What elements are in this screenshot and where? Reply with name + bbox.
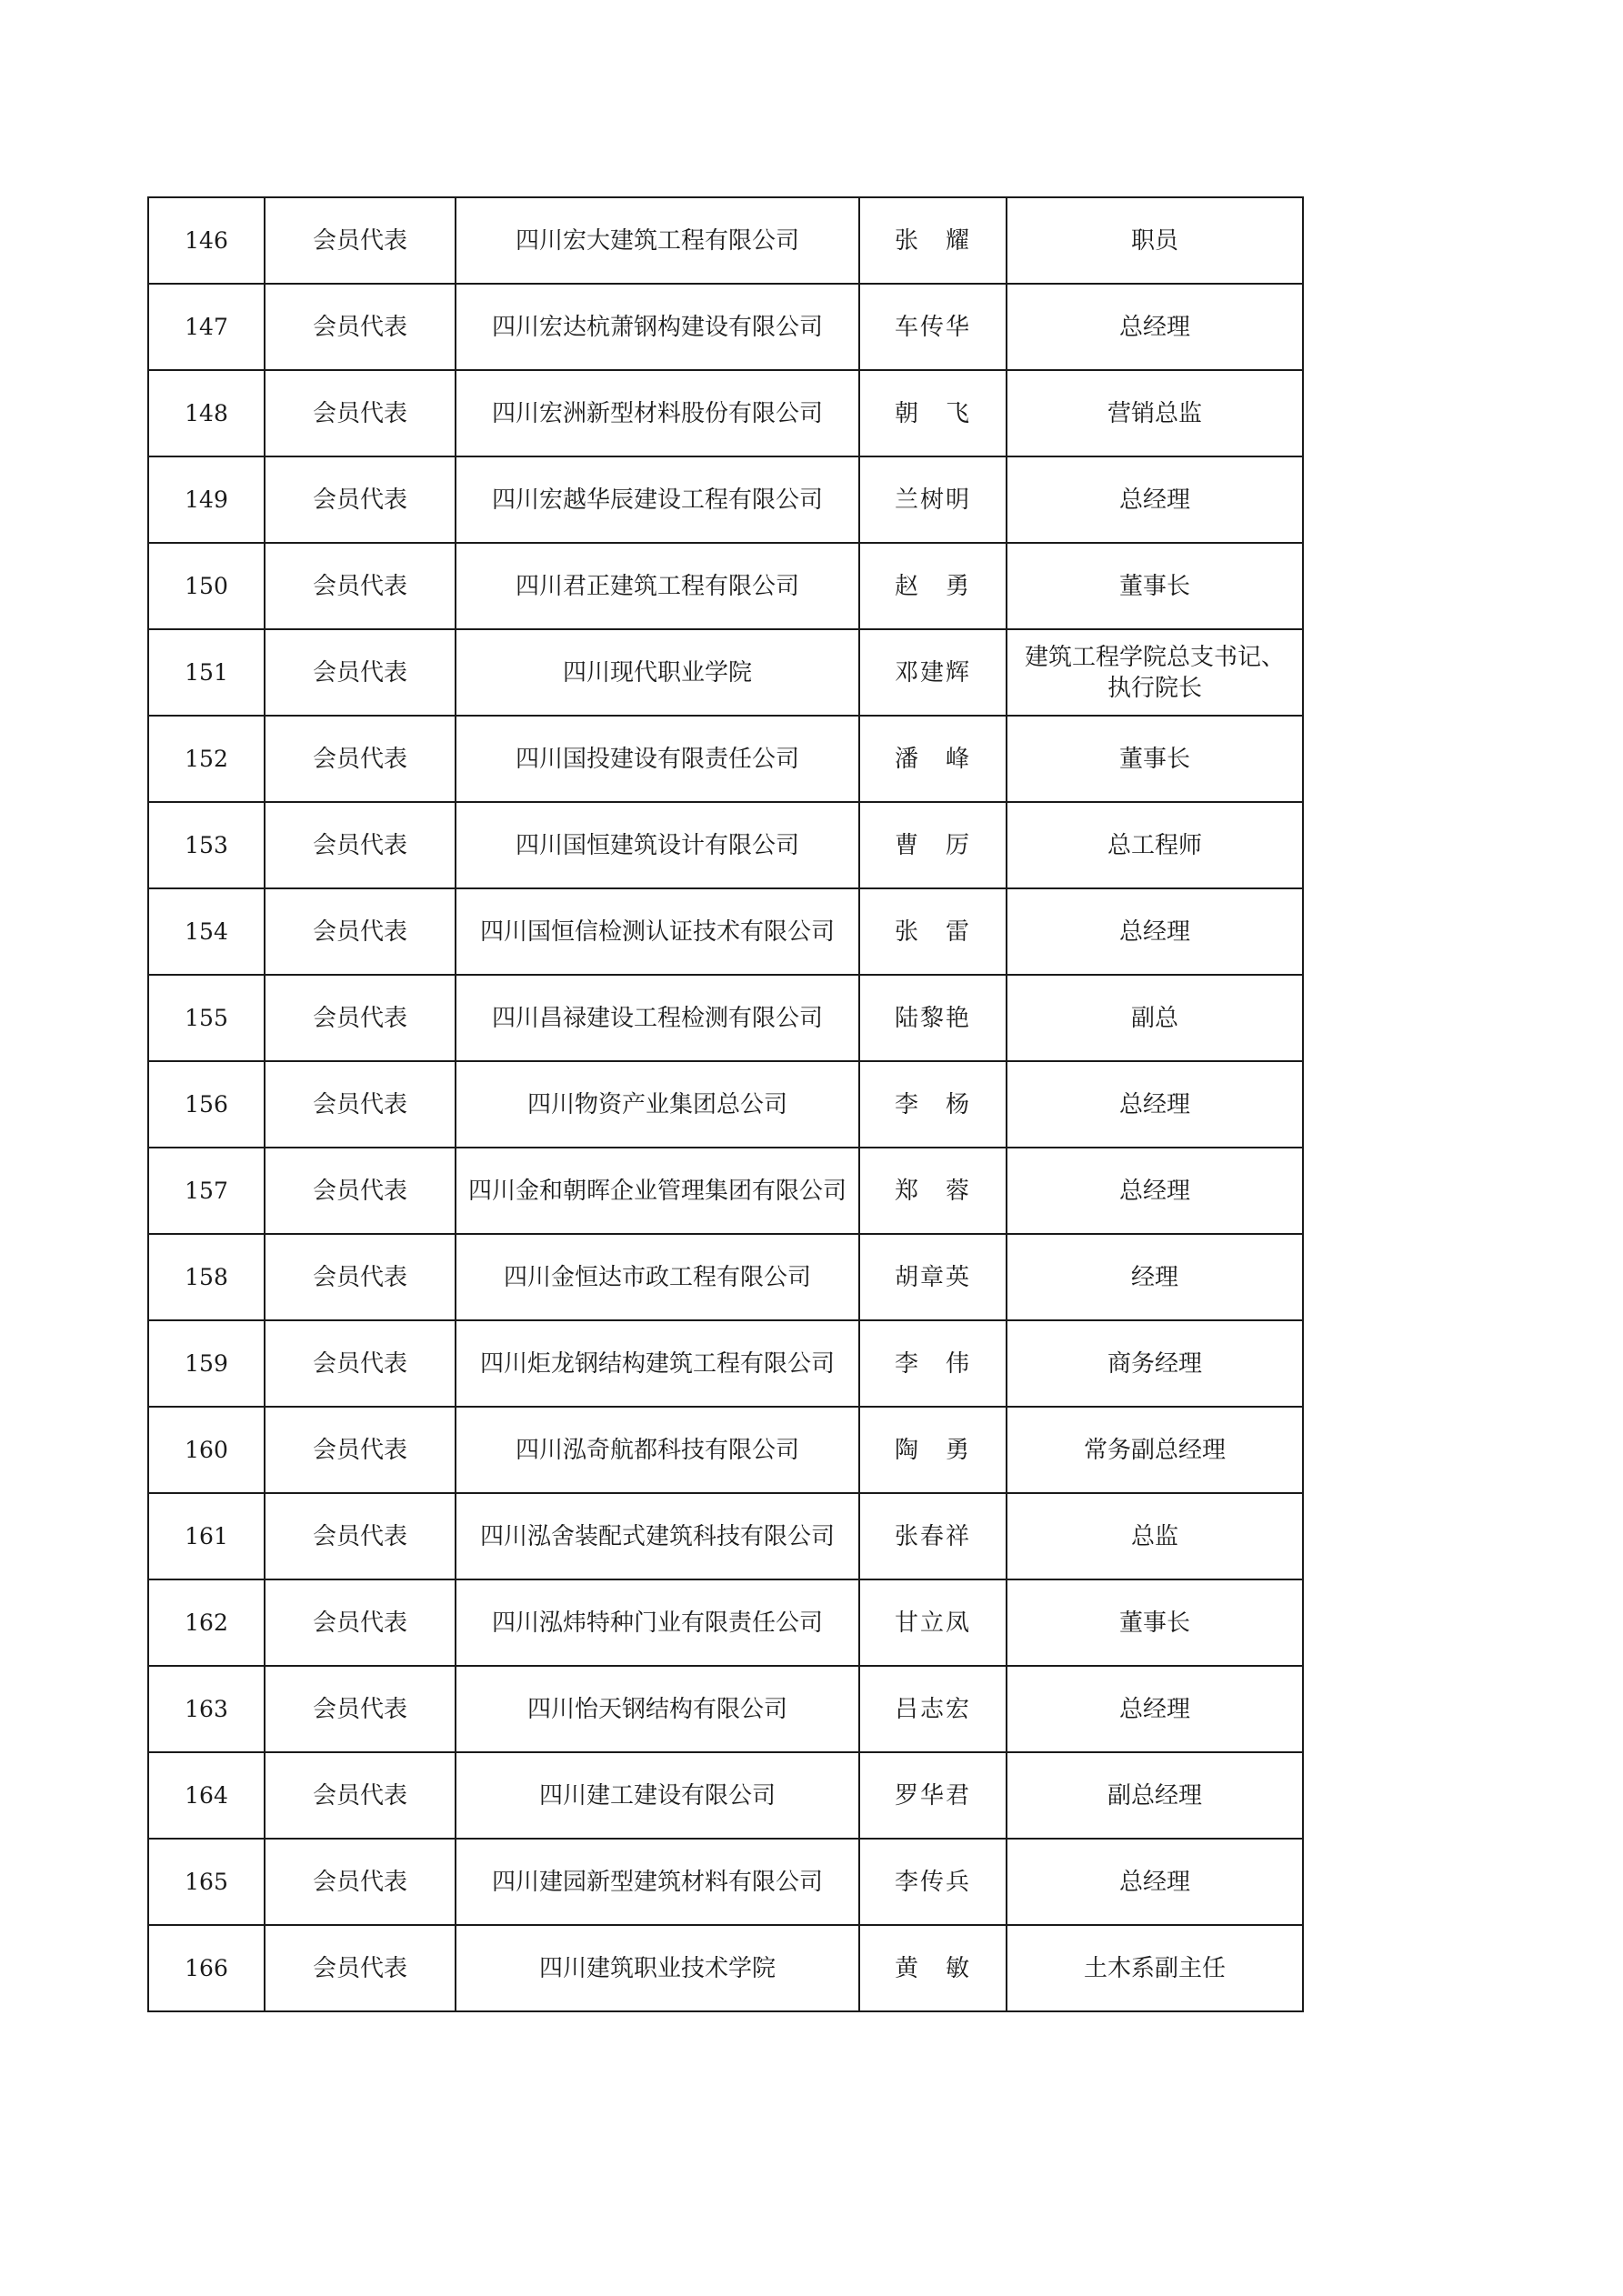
position-title: 总经理 [1007, 1666, 1303, 1752]
table-row [148, 370, 1303, 456]
row-number: 151 [148, 629, 265, 716]
person-name: 张春祥 [859, 1493, 1007, 1579]
row-number: 166 [148, 1925, 265, 2011]
member-type: 会员代表 [265, 802, 456, 888]
row-number: 146 [148, 197, 265, 284]
position-title: 董事长 [1007, 716, 1303, 802]
table-row [148, 1493, 1303, 1579]
table-row [148, 1061, 1303, 1148]
person-name: 黄 敏 [859, 1925, 1007, 2011]
person-name: 陆黎艳 [859, 975, 1007, 1061]
company-name: 四川建工建设有限公司 [456, 1752, 859, 1839]
person-name: 曹 厉 [859, 802, 1007, 888]
table-row [148, 543, 1303, 629]
table-row [148, 716, 1303, 802]
position-title: 总工程师 [1007, 802, 1303, 888]
member-type: 会员代表 [265, 284, 456, 370]
position-title: 经理 [1007, 1234, 1303, 1320]
position-title: 营销总监 [1007, 370, 1303, 456]
company-name: 四川国投建设有限责任公司 [456, 716, 859, 802]
position-title: 商务经理 [1007, 1320, 1303, 1407]
member-type: 会员代表 [265, 1666, 456, 1752]
member-type: 会员代表 [265, 1493, 456, 1579]
person-name: 兰树明 [859, 456, 1007, 543]
row-number: 159 [148, 1320, 265, 1407]
row-number: 152 [148, 716, 265, 802]
person-name: 张 耀 [859, 197, 1007, 284]
person-name: 潘 峰 [859, 716, 1007, 802]
person-name: 李传兵 [859, 1839, 1007, 1925]
position-title: 总经理 [1007, 1148, 1303, 1234]
member-type: 会员代表 [265, 543, 456, 629]
row-number: 148 [148, 370, 265, 456]
person-name: 李 杨 [859, 1061, 1007, 1148]
company-name: 四川现代职业学院 [456, 629, 859, 716]
member-type: 会员代表 [265, 1407, 456, 1493]
member-type: 会员代表 [265, 1925, 456, 2011]
member-type: 会员代表 [265, 888, 456, 975]
member-type: 会员代表 [265, 1839, 456, 1925]
position-title: 副总 [1007, 975, 1303, 1061]
row-number: 155 [148, 975, 265, 1061]
member-type: 会员代表 [265, 1320, 456, 1407]
company-name: 四川炬龙钢结构建筑工程有限公司 [456, 1320, 859, 1407]
member-type: 会员代表 [265, 456, 456, 543]
person-name: 车传华 [859, 284, 1007, 370]
table-row [148, 1234, 1303, 1320]
company-name: 四川国恒建筑设计有限公司 [456, 802, 859, 888]
row-number: 161 [148, 1493, 265, 1579]
table-row [148, 284, 1303, 370]
person-name: 吕志宏 [859, 1666, 1007, 1752]
position-title: 建筑工程学院总支书记、执行院长 [1007, 629, 1303, 716]
company-name: 四川宏越华辰建设工程有限公司 [456, 456, 859, 543]
member-table [147, 196, 1304, 2012]
table-row [148, 1666, 1303, 1752]
position-title: 总经理 [1007, 1061, 1303, 1148]
row-number: 163 [148, 1666, 265, 1752]
member-type: 会员代表 [265, 1752, 456, 1839]
table-row [148, 975, 1303, 1061]
company-name: 四川宏大建筑工程有限公司 [456, 197, 859, 284]
company-name: 四川宏达杭萧钢构建设有限公司 [456, 284, 859, 370]
row-number: 150 [148, 543, 265, 629]
person-name: 胡章英 [859, 1234, 1007, 1320]
person-name: 郑 蓉 [859, 1148, 1007, 1234]
member-type: 会员代表 [265, 197, 456, 284]
position-title: 职员 [1007, 197, 1303, 284]
table-row [148, 1752, 1303, 1839]
row-number: 157 [148, 1148, 265, 1234]
person-name: 李 伟 [859, 1320, 1007, 1407]
table-row [148, 1320, 1303, 1407]
member-type: 会员代表 [265, 975, 456, 1061]
table-row [148, 1839, 1303, 1925]
row-number: 153 [148, 802, 265, 888]
member-type: 会员代表 [265, 1148, 456, 1234]
person-name: 朝 飞 [859, 370, 1007, 456]
row-number: 147 [148, 284, 265, 370]
position-title: 总经理 [1007, 456, 1303, 543]
table-row [148, 629, 1303, 716]
row-number: 154 [148, 888, 265, 975]
row-number: 156 [148, 1061, 265, 1148]
position-title: 董事长 [1007, 543, 1303, 629]
person-name: 邓建辉 [859, 629, 1007, 716]
row-number: 165 [148, 1839, 265, 1925]
person-name: 罗华君 [859, 1752, 1007, 1839]
position-title: 总经理 [1007, 1839, 1303, 1925]
table-row [148, 1148, 1303, 1234]
company-name: 四川怡天钢结构有限公司 [456, 1666, 859, 1752]
company-name: 四川金恒达市政工程有限公司 [456, 1234, 859, 1320]
company-name: 四川建园新型建筑材料有限公司 [456, 1839, 859, 1925]
table-row [148, 888, 1303, 975]
company-name: 四川物资产业集团总公司 [456, 1061, 859, 1148]
person-name: 甘立凤 [859, 1579, 1007, 1666]
row-number: 160 [148, 1407, 265, 1493]
row-number: 158 [148, 1234, 265, 1320]
company-name: 四川君正建筑工程有限公司 [456, 543, 859, 629]
position-title: 董事长 [1007, 1579, 1303, 1666]
table-row [148, 197, 1303, 284]
company-name: 四川宏洲新型材料股份有限公司 [456, 370, 859, 456]
company-name: 四川金和朝晖企业管理集团有限公司 [456, 1148, 859, 1234]
row-number: 162 [148, 1579, 265, 1666]
position-title: 总经理 [1007, 888, 1303, 975]
company-name: 四川昌禄建设工程检测有限公司 [456, 975, 859, 1061]
position-title: 总监 [1007, 1493, 1303, 1579]
table-row [148, 1407, 1303, 1493]
table-row [148, 802, 1303, 888]
company-name: 四川泓炜特种门业有限责任公司 [456, 1579, 859, 1666]
person-name: 陶 勇 [859, 1407, 1007, 1493]
table-row [148, 456, 1303, 543]
member-type: 会员代表 [265, 370, 456, 456]
company-name: 四川建筑职业技术学院 [456, 1925, 859, 2011]
position-title: 土木系副主任 [1007, 1925, 1303, 2011]
person-name: 张 雷 [859, 888, 1007, 975]
position-title: 副总经理 [1007, 1752, 1303, 1839]
position-title: 总经理 [1007, 284, 1303, 370]
member-type: 会员代表 [265, 629, 456, 716]
member-type: 会员代表 [265, 1061, 456, 1148]
row-number: 164 [148, 1752, 265, 1839]
company-name: 四川泓舍装配式建筑科技有限公司 [456, 1493, 859, 1579]
member-table-body [148, 197, 1303, 2011]
company-name: 四川泓奇航都科技有限公司 [456, 1407, 859, 1493]
member-type: 会员代表 [265, 716, 456, 802]
company-name: 四川国恒信检测认证技术有限公司 [456, 888, 859, 975]
row-number: 149 [148, 456, 265, 543]
member-type: 会员代表 [265, 1234, 456, 1320]
table-row [148, 1925, 1303, 2011]
member-type: 会员代表 [265, 1579, 456, 1666]
table-row [148, 1579, 1303, 1666]
person-name: 赵 勇 [859, 543, 1007, 629]
position-title: 常务副总经理 [1007, 1407, 1303, 1493]
